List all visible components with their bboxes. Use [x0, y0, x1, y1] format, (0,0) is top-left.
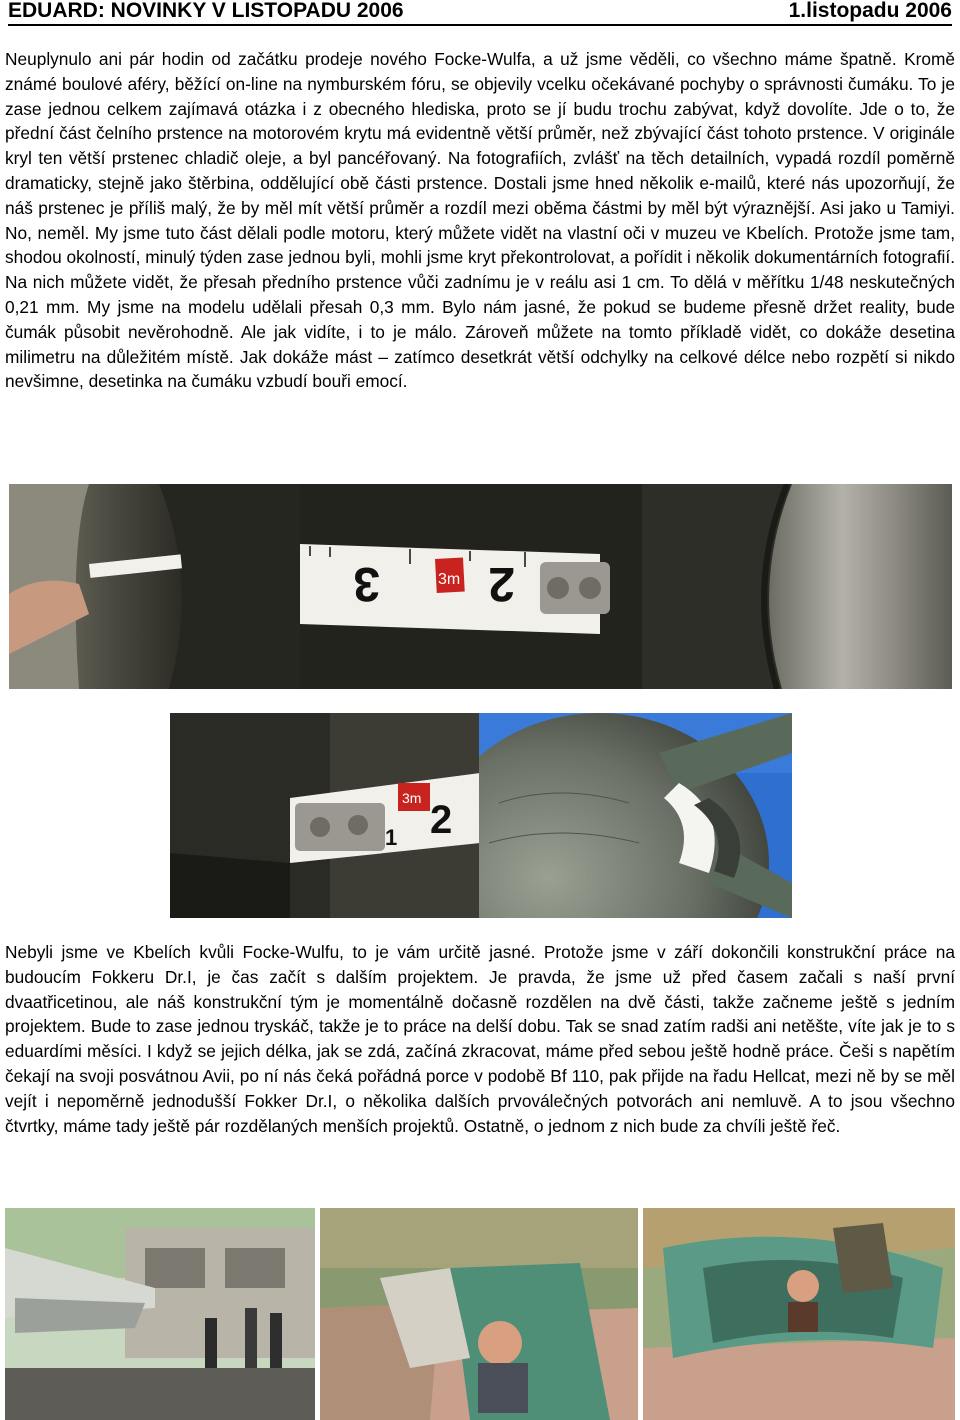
photo-engine-cowling-hand: [9, 484, 302, 689]
article-paragraph-2: Nebyli jsme ve Kbelích kvůli Focke-Wulfu, to je vám určitě jasné. Protože jsme v září dokončili konstrukční práce na budoucím Fokkeru Dr.I, je čas začít s dalším projektem. Je pravda, že jsme už před časem začali s naší první dvaatřicetinou, ale náš konstrukční tým je momentálně dočasně rozdělen na dvě části, takže začneme ještě s jedním projektem. Bude to zase jednou tryskáč, takže je to práce na delší dobu. Tak se snad zatím radši ani netěšte, víte jak je to s eduardími měsíci. I když se jejich délka, jak se zdá, začíná zkracovat, máme před sebou ještě hodně práce. Češi s napětím čekají na svoji posvátnou Avii, po ní nás čeká pořádná porce v podobě Bf 110, pak přijde na řadu Hellcat, mezi ně by se měl vejít i nepoměrně jednodušší Fokker Dr.I, o několika dalších prvoválečných potvorách ani nemluvě. A to jsou všechno čtvrtky, máme tady ještě pár rozdělaných menších projektů. Ostatně, o jednom z nich bude za chvíli ještě řeč.: [5, 942, 955, 1136]
page-header: [8, 0, 952, 26]
photo-tape-measure-ring: [170, 713, 480, 918]
tape-mark-3m: 3m: [438, 571, 461, 588]
photo-cowling-ring-profile: [642, 484, 952, 689]
photo-cockpit-man-left: [320, 1208, 638, 1420]
header-date: 1.listopadu 2006: [788, 0, 952, 22]
photo-jet-aircraft-hangar: [5, 1208, 315, 1420]
tape-mark-3m-b: 3m: [402, 790, 422, 806]
photo-cockpit-man-right: [643, 1208, 955, 1420]
tape-mark-1b: 1: [385, 825, 398, 850]
photo-tape-measure-closeup: [300, 484, 642, 689]
tape-mark-3: 3: [353, 557, 380, 610]
tape-mark-2: 2: [488, 557, 515, 610]
header-title: EDUARD: NOVINKY V LISTOPADU 2006: [8, 0, 404, 22]
photo-propeller-spinner: [479, 713, 792, 918]
article-paragraph-1: Neuplynulo ani pár hodin od začátku prodeje nového Focke-Wulfa, a už jsme věděli, co všechno máme špatně. Kromě známé boulové aféry, běžící on-line na nymburském fóru, se objevily vcelku očekávané pochyby o správnosti čumáku. To je zase jednou celkem zajímavá otázka i z obecného hlediska, proto se jí budu trochu zabývat, když dovolíte. Jde o to, že přední část čelního prstence na motorovém krytu má evidentně větší průměr, než zbývající část tohoto prstence. V originále kryl ten větší prstenec chladič oleje, a byl pancéřovaný. Na fotografiích, zvlášť na těch detailních, vypadá rozdíl poměrně dramaticky, stejně jako štěrbina, oddělující obě části prstence. Dostali jsme hned několik e-mailů, které nás upozorňují, že náš prstenec je příliš malý, že by měl mít větší průměr a rozdíl mezi oběma částmi by měl být výraznější. Asi jako u Tamiyi. No, neměl. My jsme tuto část dělali podle motoru, který můžete vidět na vlastní oči v muzeu ve Kbelích. Protože jsme tam, shodou okolností, minulý týden zase jednou byli, mohli jsme kryt překontrolovat, a pořídit i několik dokumentárních fotografií. Na nich můžete vidět, že přesah předního prstence vůči zadnímu je v reálu asi 1 cm. To dělá v měřítku 1/48 neskutečných 0,21 mm. My jsme na modelu udělali přesah 0,3 mm. Bylo nám jasné, že pokud se budeme přesně držet reality, bude čumák působit nevěrohodně. Ale jak vidíte, i to je málo. Zároveň můžete na tomto příkladě vidět, co dokáže desetina milimetru na důležitém místě. Jak dokáže mást – zatímco desetkrát větší odchylky na celkové délce nebo rozpětí si nikdo nevšimne, desetinka na čumáku vzbudí bouři emocí.: [5, 49, 955, 392]
tape-mark-2b: 2: [430, 798, 453, 842]
